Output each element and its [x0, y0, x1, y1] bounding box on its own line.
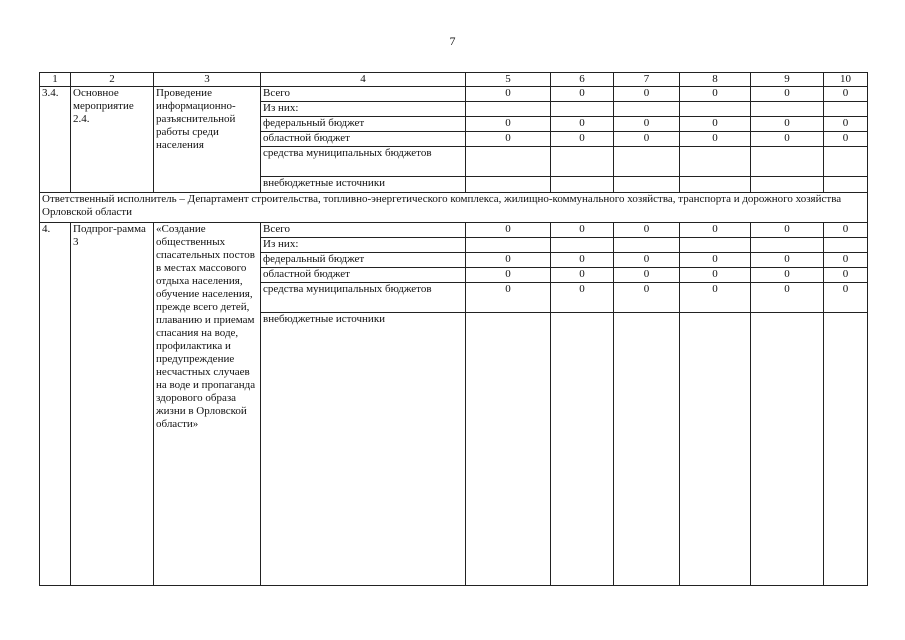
- header-cell: 1: [40, 73, 71, 87]
- value-cell: 0: [680, 132, 751, 147]
- value-cell: 0: [751, 283, 824, 313]
- value-cell: [614, 102, 680, 117]
- value-cell: 0: [680, 268, 751, 283]
- funding-source-label: Всего: [261, 87, 466, 102]
- page-number: 7: [449, 34, 456, 48]
- header-cell: 9: [751, 73, 824, 87]
- value-cell: 0: [614, 268, 680, 283]
- value-cell: 0: [551, 223, 614, 238]
- value-cell: [680, 147, 751, 177]
- header-cell: 3: [154, 73, 261, 87]
- value-cell: 0: [680, 283, 751, 313]
- table-body: [40, 73, 868, 586]
- value-cell: 0: [751, 253, 824, 268]
- value-cell: [680, 177, 751, 193]
- header-cell: 4: [261, 73, 466, 87]
- header-cell: 5: [466, 73, 551, 87]
- value-cell: 0: [466, 253, 551, 268]
- value-cell: 0: [824, 253, 868, 268]
- value-cell: [551, 313, 614, 586]
- value-cell: [551, 147, 614, 177]
- item-name: Подпрог-рамма 3: [71, 223, 154, 586]
- value-cell: [614, 147, 680, 177]
- value-cell: 0: [614, 132, 680, 147]
- value-cell: 0: [751, 132, 824, 147]
- item-name: Основное мероприятие 2.4.: [71, 87, 154, 193]
- funding-source-label: областной бюджет: [261, 132, 466, 147]
- item-description: «Создание общественных спасательных постов в местах массового отдыха населения, обучение населения, прежде всего детей, плаванию и приемам спасания на воде, профилактика и предупреждение несчастных случаев на воде и пропаганда здорового образа жизни в Орловской области»: [154, 223, 261, 586]
- value-cell: 0: [551, 132, 614, 147]
- responsible-executor: Ответственный исполнитель – Департамент строительства, топливно-энергетического комплекса, жилищно-коммунального хозяйства, транспорта и дорожного хозяйства Орловской области: [40, 193, 868, 223]
- value-cell: [614, 177, 680, 193]
- value-cell: [680, 238, 751, 253]
- header-row: [40, 73, 868, 87]
- value-cell: [751, 238, 824, 253]
- value-cell: 0: [614, 117, 680, 132]
- value-cell: [614, 313, 680, 586]
- funding-source-label: средства муниципальных бюджетов: [261, 283, 466, 313]
- table-row: [40, 87, 868, 102]
- header-cell: 7: [614, 73, 680, 87]
- value-cell: 0: [824, 87, 868, 102]
- value-cell: 0: [751, 87, 824, 102]
- funding-source-label: Всего: [261, 223, 466, 238]
- value-cell: 0: [680, 223, 751, 238]
- value-cell: 0: [551, 87, 614, 102]
- value-cell: 0: [680, 253, 751, 268]
- value-cell: 0: [680, 117, 751, 132]
- value-cell: [751, 313, 824, 586]
- item-number: 4.: [40, 223, 71, 586]
- value-cell: 0: [751, 268, 824, 283]
- value-cell: 0: [466, 87, 551, 102]
- value-cell: 0: [551, 117, 614, 132]
- funding-source-label: областной бюджет: [261, 268, 466, 283]
- funding-source-label: федеральный бюджет: [261, 253, 466, 268]
- value-cell: 0: [824, 283, 868, 313]
- budget-table: [39, 72, 868, 586]
- table-row: [40, 223, 868, 238]
- value-cell: 0: [551, 283, 614, 313]
- value-cell: 0: [614, 87, 680, 102]
- value-cell: 0: [680, 87, 751, 102]
- value-cell: 0: [614, 223, 680, 238]
- header-cell: 6: [551, 73, 614, 87]
- value-cell: 0: [614, 283, 680, 313]
- header-cell: 10: [824, 73, 868, 87]
- value-cell: 0: [466, 283, 551, 313]
- value-cell: 0: [466, 132, 551, 147]
- value-cell: [751, 102, 824, 117]
- value-cell: 0: [466, 268, 551, 283]
- value-cell: [824, 147, 868, 177]
- value-cell: [824, 177, 868, 193]
- value-cell: [751, 147, 824, 177]
- value-cell: [551, 177, 614, 193]
- value-cell: 0: [466, 223, 551, 238]
- header-cell: 8: [680, 73, 751, 87]
- value-cell: [466, 313, 551, 586]
- value-cell: [551, 238, 614, 253]
- funding-source-label: средства муниципальных бюджетов: [261, 147, 466, 177]
- funding-source-label: внебюджетные источники: [261, 313, 466, 586]
- funding-source-label: Из них:: [261, 238, 466, 253]
- value-cell: 0: [751, 223, 824, 238]
- value-cell: [824, 102, 868, 117]
- value-cell: [466, 238, 551, 253]
- funding-source-label: внебюджетные источники: [261, 177, 466, 193]
- value-cell: 0: [824, 268, 868, 283]
- header-cell: 2: [71, 73, 154, 87]
- value-cell: [824, 238, 868, 253]
- value-cell: 0: [614, 253, 680, 268]
- value-cell: [551, 102, 614, 117]
- value-cell: 0: [751, 117, 824, 132]
- value-cell: [824, 313, 868, 586]
- value-cell: 0: [551, 253, 614, 268]
- funding-source-label: федеральный бюджет: [261, 117, 466, 132]
- value-cell: [466, 147, 551, 177]
- value-cell: 0: [824, 132, 868, 147]
- value-cell: 0: [466, 117, 551, 132]
- value-cell: [680, 102, 751, 117]
- funding-source-label: Из них:: [261, 102, 466, 117]
- value-cell: [751, 177, 824, 193]
- value-cell: 0: [824, 223, 868, 238]
- responsible-row: [40, 193, 868, 223]
- value-cell: 0: [824, 117, 868, 132]
- value-cell: [466, 177, 551, 193]
- item-number: 3.4.: [40, 87, 71, 193]
- value-cell: 0: [551, 268, 614, 283]
- value-cell: [614, 238, 680, 253]
- value-cell: [680, 313, 751, 586]
- value-cell: [466, 102, 551, 117]
- item-description: Проведение информационно-разъяснительной работы среди населения: [154, 87, 261, 193]
